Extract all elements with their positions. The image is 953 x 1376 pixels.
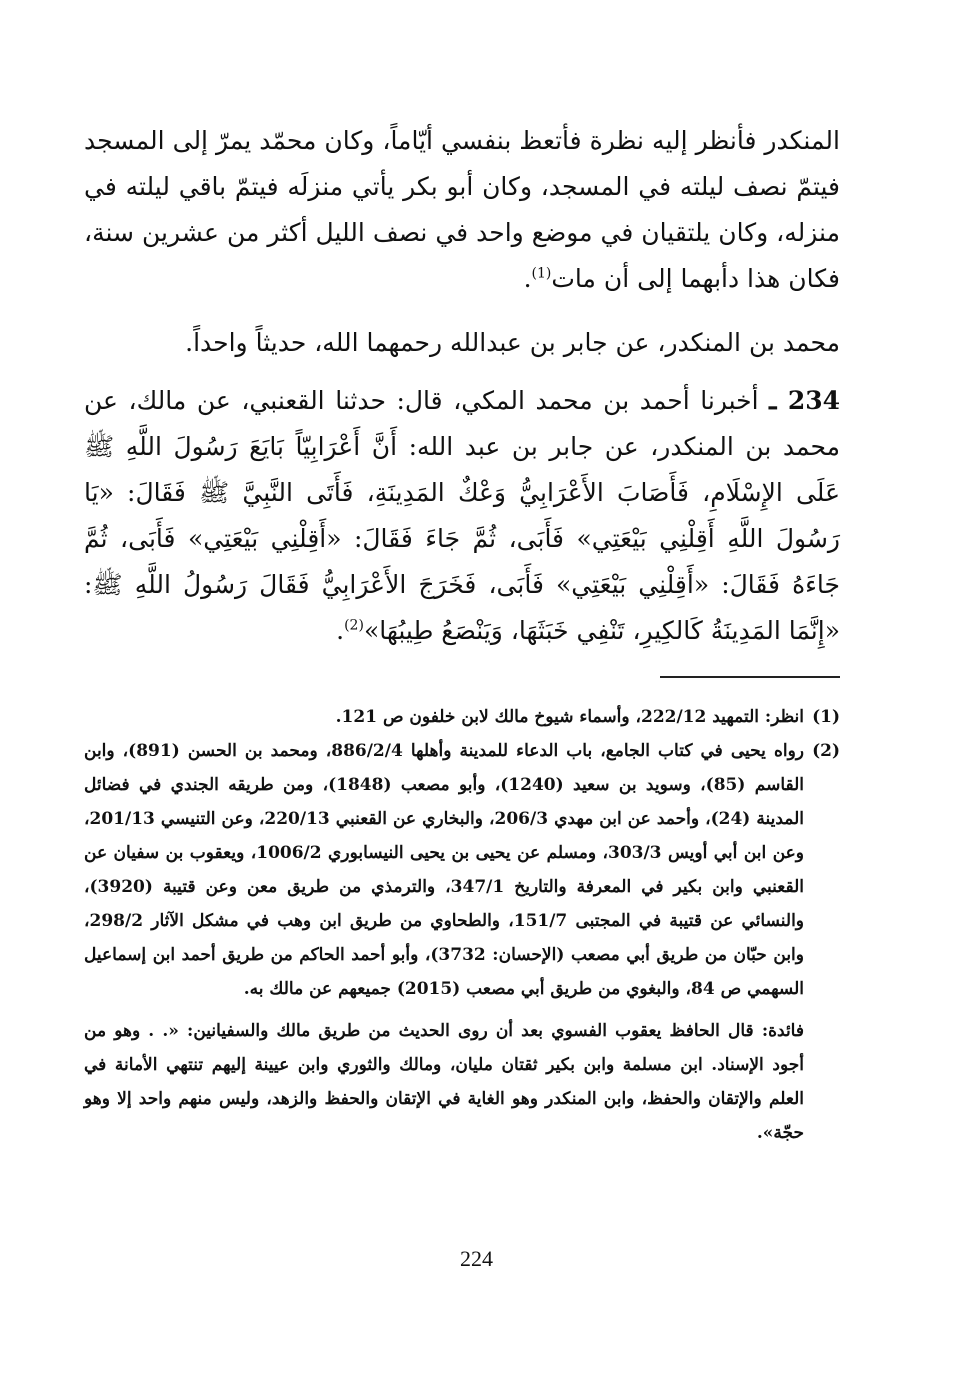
paragraph-1-end: . xyxy=(523,264,532,293)
footnote-divider xyxy=(660,676,840,678)
footnote-text: انظر: التمهيد 222/12، وأسماء شيوخ مالك لابن خلفون ص 121. xyxy=(335,707,804,727)
footnote-text: رواه يحيى في كتاب الجامع، باب الدعاء للمدينة وأهلها 886/2/4، ومحمد بن الحسن (891)، وابن القاسم (85)، وسويد بن سعيد (1240)، وأبو مصعب (1848)، ومن طريقه الجندي في فضائل المدينة (24)، وأحمد عن ابن مهدي 206/3، والبخاري عن القعنبي 220/13، وعن التنيسي 201/13، وعن ابن أبي أويس 303/3، ومسلم عن يحيى بن يحيى النيسابوري 1006/2، ويعقوب بن سفيان عن القعنبي وابن بكير في المعرفة والتاريخ 347/1، والترمذي من طريق معن وعن قتيبة (3920)، والنسائي عن قتيبة في المجتبى 151/7، والطحاوي من طريق ابن وهب في مشكل الآثار 298/2، وابن حبّان من طريق أبي مصعب (الإحسان: 3732)، وأبو أحمد الحاكم من طريق أحمد ابن إسماعيل السهمي ص 84، والبغوي من طريق أبي مصعب (2015) جميعهم عن مالك به. xyxy=(84,741,805,999)
footnotes xyxy=(84,700,840,1150)
hadith-number: 234 ـ xyxy=(769,386,840,415)
footnote-marker: (2) xyxy=(812,741,840,761)
footnote-1 xyxy=(84,700,840,734)
hadith-text: أخبرنا أحمد بن محمد المكي، قال: حدثنا القعنبي، عن مالك، عن محمد بن المنكدر، عن جابر بن عبد الله: أَنَّ أَعْرَابِيّاً بَايَعَ رَسُولَ اللَّهِ ﷺ عَلَى الإِسْلَامِ، فَأَصَابَ الأَعْرَابِيُّ وَعْكٌ المَدِينَةِ، فَأَتَى النَّبِيَّ ﷺ فَقَالَ: «يَا رَسُولَ اللَّهِ أَقِلْنِي بَيْعَتِي» فَأَبَى، ثُمَّ جَاءَ فَقَالَ: «أَقِلْنِي بَيْعَتِي» فَأَبَى، ثُمَّ جَاءَهُ فَقَالَ: «أَقِلْنِي بَيْعَتِي» فَأَبَى، فَخَرَجَ الأَعْرَابِيُّ فَقَالَ رَسُولُ اللَّهِ ﷺ: «إِنَّمَا المَدِينَةُ كَالكِيرِ، تَنْفِي خَبَثَهَا، وَيَنْصَعُ طِيبُهَا» xyxy=(84,386,840,645)
benefit-text: قال الحافظ يعقوب الفسوي بعد أن روى الحديث من طريق مالك والسفيانين: «. . وهو من أجود الإسناد. ابن مسلمة وابن بكير ثقتان مليان، ومالك والثوري وابن عيينة إليهم تنتهي الأمانة في العلم والإتقان والحفظ، وابن المنكدر وهو الغاية في الإتقان والحفظ والزهد، وليس منهم واحد إلا وهو حجّة». xyxy=(84,1021,804,1143)
paragraph-1 xyxy=(84,118,840,302)
footnote-ref-1[interactable]: (1) xyxy=(531,265,552,282)
benefit-label: فائدة: xyxy=(761,1021,804,1041)
footnote-2 xyxy=(84,734,840,1006)
paragraph-1-text: المنكدر فأنظر إليه نظرة فأتعظ بنفسي أيّاماً، وكان محمّد يمرّ إلى المسجد فيتمّ نصف ليلته في المسجد، وكان أبو بكر يأتي منزلَه فيتمّ باقي ليلته في منزله، وكان يلتقيان في موضع واحد في نصف الليل أكثر من عشرين سنة، فكان هذا دأبهما إلى أن مات xyxy=(84,126,840,293)
page-content xyxy=(84,118,840,1150)
hadith-end: . xyxy=(336,616,345,645)
footnote-marker: (1) xyxy=(812,707,840,727)
main-text xyxy=(84,118,840,654)
footnote-ref-2[interactable]: (2) xyxy=(344,617,364,634)
benefit-note xyxy=(84,1014,840,1150)
paragraph-2: محمد بن المنكدر، عن جابر بن عبدالله رحمهما الله، حديثاً واحداً. xyxy=(185,328,840,357)
page-number: 224 xyxy=(460,1246,493,1271)
hadith-paragraph xyxy=(84,378,840,654)
